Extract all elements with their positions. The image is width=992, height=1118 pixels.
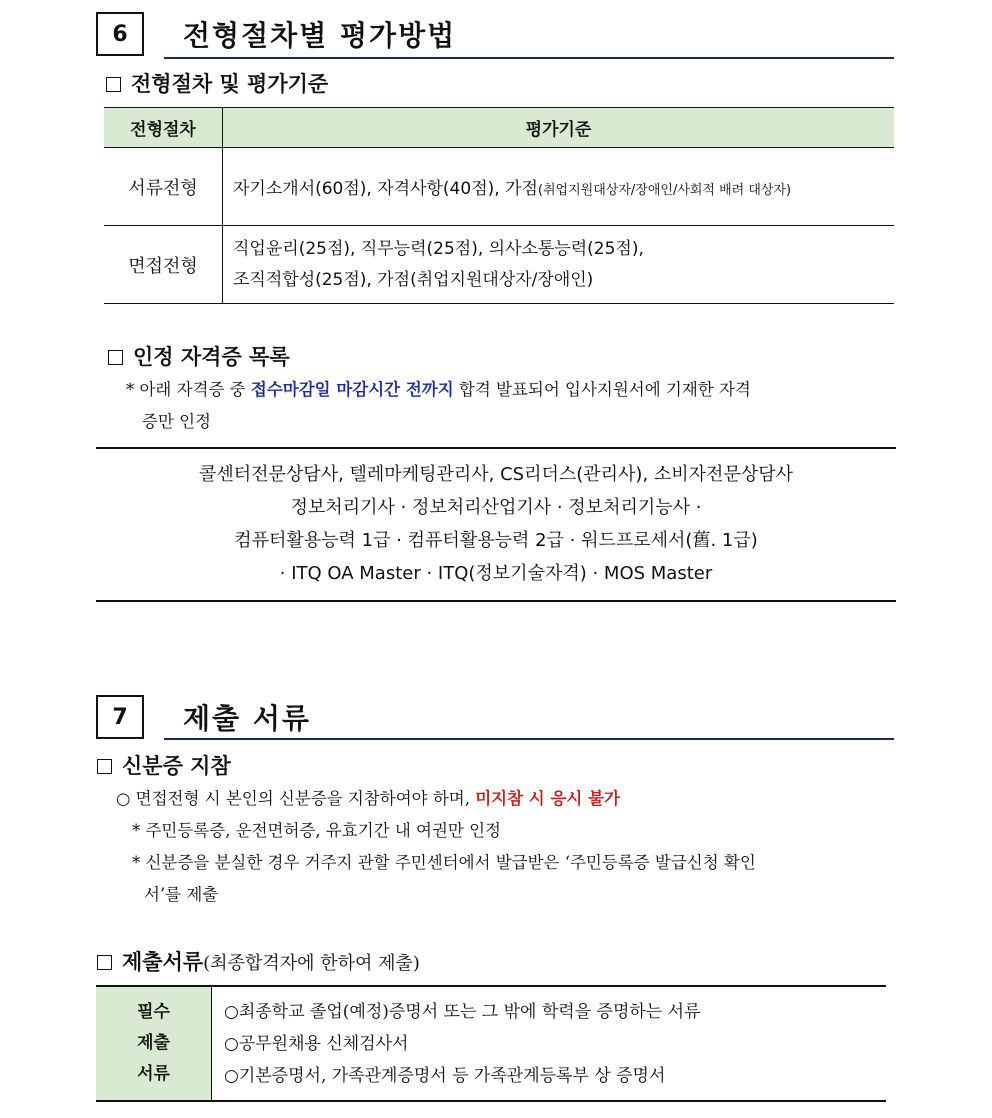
square-bullet-icon [97, 759, 112, 774]
section-title-6: 전형절차별 평가방법 [183, 19, 457, 52]
id-requirement-line [116, 783, 896, 815]
section-title-7: 제출 서류 [183, 702, 311, 735]
square-bullet-icon [108, 350, 123, 365]
row-stage-interview: 면접전형 [104, 226, 223, 304]
list-item: ○공무원채용 신체검사서 [224, 1033, 409, 1054]
subheading-evaluation-text: 전형절차 및 평가기준 [131, 72, 329, 96]
row-criteria-document [223, 148, 895, 226]
row-stage-document: 서류전형 [104, 148, 223, 226]
criteria-line-2: 조직적합성(25점), 가점(취업지원대상자/장애인) [233, 269, 594, 290]
required-documents-table [96, 985, 886, 1102]
list-item: ○기본증명서, 가족관계증명서 등 가족관계등록부 상 증명서 [224, 1065, 666, 1086]
certificate-line: 콜센터전문상담사, 텔레마케팅관리사, CS리더스(관리사), 소비자전문상담사 [198, 464, 793, 485]
note-prefix: * 아래 자격증 중 [126, 380, 251, 399]
section-title-underline-6 [164, 57, 894, 59]
required-documents-list [212, 987, 700, 1100]
id-note-2-line-1: * 신분증을 분실한 경우 거주지 관할 주민센터에서 발급받은 ‘주민등록증 발급신청 확인 [132, 853, 756, 872]
criteria-main-text: 자기소개서(60점), 자격사항(40점), 가점 [233, 179, 538, 199]
criteria-line-1: 직업윤리(25점), 직무능력(25점), 의사소통능력(25점), [233, 238, 644, 259]
id-requirement [116, 783, 896, 911]
subheading-documents [97, 946, 420, 976]
label-line: 필수 [137, 1002, 170, 1022]
section-title-underline-7 [164, 738, 894, 740]
id-note-2-line-2: 서’를 제출 [144, 885, 219, 904]
certificate-note-line-2: 증만 인정 [142, 412, 212, 431]
evaluation-table-header [104, 108, 894, 148]
table-row [104, 148, 894, 226]
certificate-list [96, 458, 896, 590]
square-bullet-icon [97, 955, 112, 970]
certificate-box-top-rule [96, 447, 896, 449]
id-line-warning: 미지참 시 응시 불가 [475, 789, 620, 808]
table-row [104, 226, 894, 304]
subheading-evaluation [106, 68, 328, 98]
required-documents-label [96, 987, 212, 1100]
header-stage: 전형절차 [104, 108, 223, 148]
subheading-documents-paren: (최종합격자에 한하여 제출) [203, 953, 420, 974]
id-line-prefix: ○ 면접전형 시 본인의 신분증을 지참하여야 하며, [116, 789, 476, 808]
row-criteria-interview [223, 226, 895, 304]
criteria-small-text: (취업지원대상자/장애인/사회적 배려 대상자) [537, 183, 792, 198]
certificate-box-bottom-rule [96, 600, 896, 602]
subheading-certificates [108, 341, 290, 371]
label-line: 서류 [137, 1064, 170, 1084]
header-criteria: 평가기준 [223, 108, 895, 148]
subheading-documents-text: 제출서류 [122, 950, 204, 974]
subheading-id-text: 신분증 지참 [122, 754, 231, 778]
subheading-certificates-text: 인정 자격증 목록 [133, 345, 290, 369]
square-bullet-icon [106, 77, 121, 92]
note-highlight: 접수마감일 마감시간 전까지 [250, 380, 454, 399]
id-note-1: * 주민등록증, 운전면허증, 유효기간 내 여권만 인정 [132, 821, 501, 840]
section-number-7: 7 [96, 695, 144, 739]
label-line: 제출 [137, 1033, 170, 1053]
certificate-line: · ITQ OA Master · ITQ(정보기술자격) · MOS Master [279, 563, 713, 584]
evaluation-table [104, 107, 894, 304]
certificate-line: 정보처리기사 · 정보처리산업기사 · 정보처리기능사 · [290, 497, 702, 518]
certificate-note [126, 374, 896, 438]
section-number-6: 6 [96, 12, 144, 56]
subheading-id [97, 750, 231, 780]
note-suffix: 합격 발표되어 입사지원서에 기재한 자격 [453, 380, 751, 399]
certificate-line: 컴퓨터활용능력 1급 · 컴퓨터활용능력 2급 · 워드프로세서(舊. 1급) [234, 530, 758, 551]
certificate-note-line-1 [126, 374, 896, 406]
list-item: ○최종학교 졸업(예정)증명서 또는 그 밖에 학력을 증명하는 서류 [224, 1001, 701, 1022]
